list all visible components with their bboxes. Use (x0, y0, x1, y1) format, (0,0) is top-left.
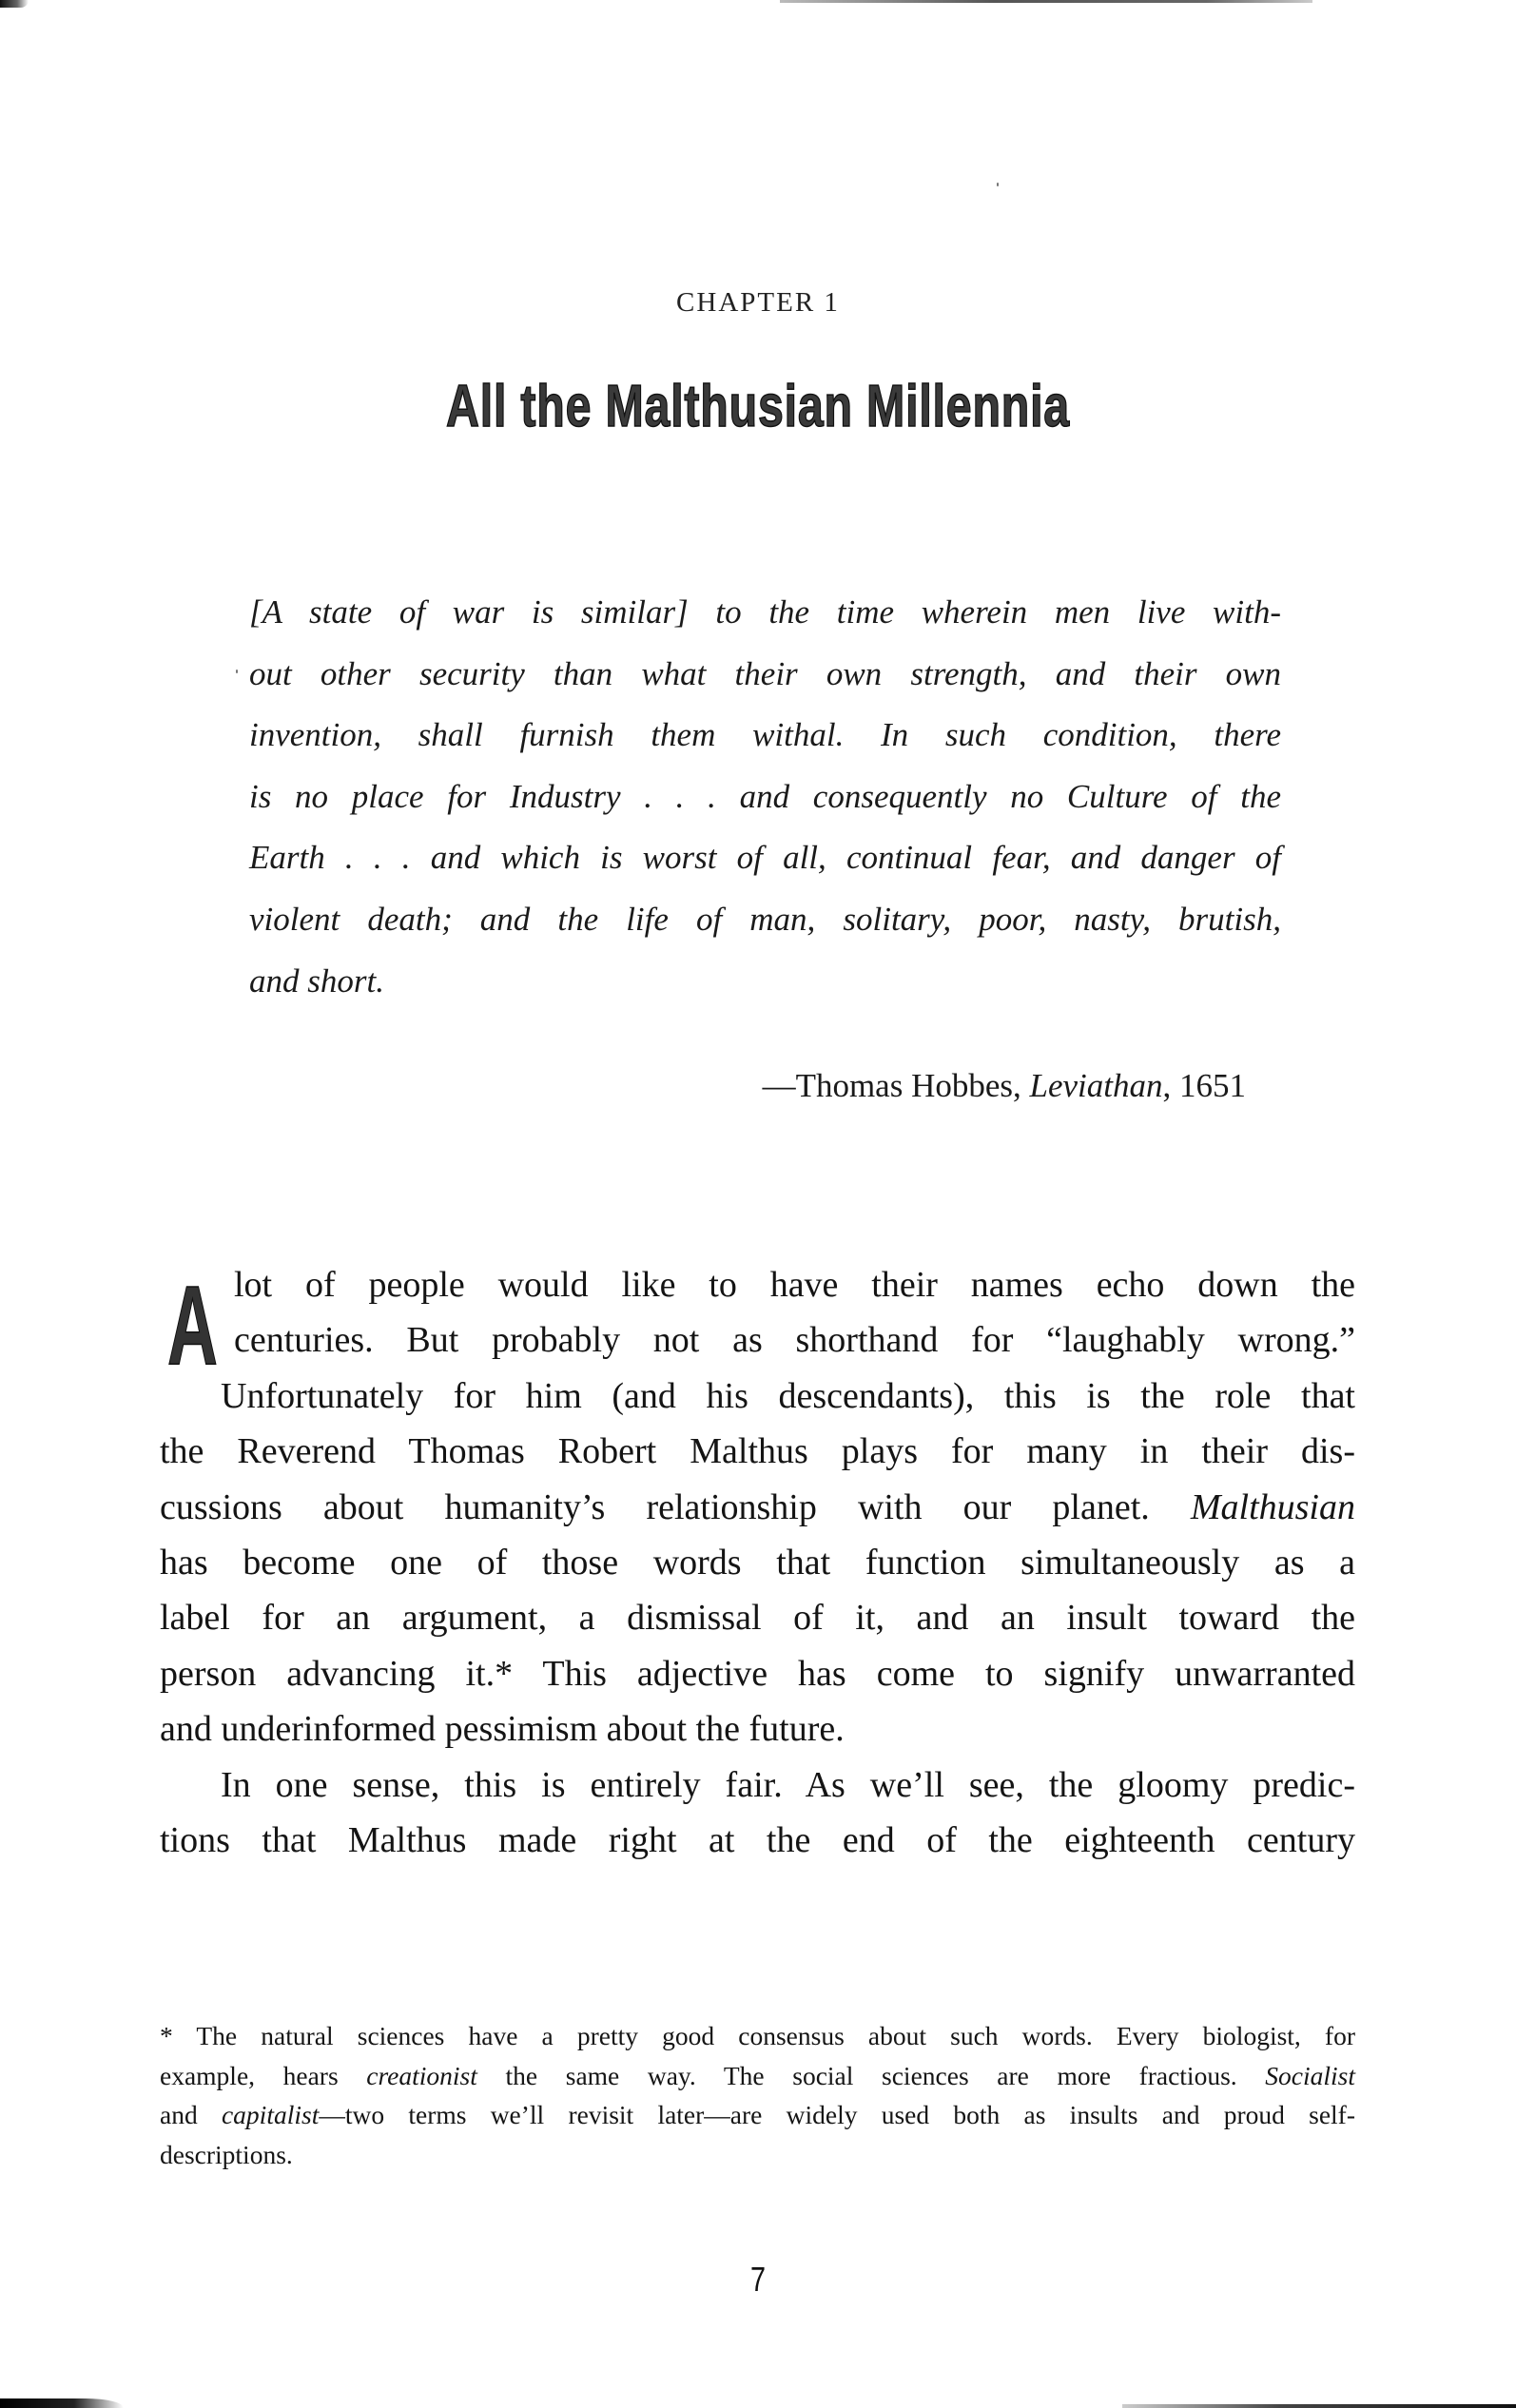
body-line: has become one of those words that function simultaneously as a (160, 1543, 1355, 1583)
epigraph-line: invention, shall furnish them withal. In such condition, there (249, 716, 1281, 754)
body-line: In one sense, this is entirely fair. As we’ll see, the gloomy predic- (221, 1764, 1355, 1805)
epigraph-line: is no place for Industry . . . and consequently no Culture of the (249, 777, 1281, 815)
body-line: Unfortunately for him (and his descendants), this is the role that (221, 1375, 1355, 1416)
footnote-text-span: example, hears (160, 2060, 367, 2090)
scan-edge-shadow (780, 0, 1312, 3)
footnote-line: descriptions. (160, 2139, 293, 2169)
attribution-year: , 1651 (1162, 1067, 1246, 1104)
epigraph-line: Earth . . . and which is worst of all, continual fear, and danger of (249, 839, 1281, 877)
scan-edge-shadow (1122, 2404, 1516, 2408)
footnote (160, 2016, 1355, 2174)
body-line: and underinformed pessimism about the future. (160, 1709, 845, 1750)
scan-speck (997, 183, 999, 186)
epigraph-attribution (0, 1067, 1246, 1105)
body-paragraphs (160, 1257, 1355, 1868)
footnote-line: * The natural sciences have a pretty good consensus about such words. Every biologist, for (160, 2021, 1355, 2050)
footnote-text-span: —two terms we’ll revisit later—are widely used both as insults and proud self- (319, 2100, 1355, 2129)
body-line: the Reverend Thomas Robert Malthus plays for many in their dis- (160, 1431, 1355, 1472)
footnote-line (160, 2095, 1355, 2135)
body-line: person advancing it.* This adjective has come to signify unwarranted (160, 1653, 1355, 1694)
epigraph-line: violent death; and the life of man, solitary, poor, nasty, brutish, (249, 900, 1281, 938)
epigraph-quote (249, 582, 1281, 1012)
footnote-text-span: and (160, 2100, 222, 2129)
emphasized-term: creationist (366, 2060, 477, 2090)
body-text-span: cussions about humanity’s relationship with our planet. (160, 1486, 1191, 1527)
emphasized-term: Socialist (1265, 2060, 1356, 2090)
footnote-text-span: the same way. The social sciences are more fractious. (476, 2060, 1266, 2090)
body-line: lot of people would like to have their names echo down the (234, 1265, 1355, 1305)
drop-cap: A (167, 1263, 218, 1388)
epigraph-line: [A state of war is similar] to the time wherein men live with- (249, 593, 1281, 631)
page-number: 7 (749, 2260, 767, 2299)
scan-edge-shadow (0, 2398, 124, 2408)
body-line (160, 1480, 1355, 1535)
body-line: centuries. But probably not as shorthand for “laughably wrong.” (234, 1320, 1355, 1361)
emphasized-term: Malthusian (1190, 1486, 1355, 1527)
scan-speck (236, 670, 238, 673)
footnote-line (160, 2056, 1355, 2096)
epigraph-line: out other security than what their own strength, and their own (249, 654, 1281, 692)
body-line: label for an argument, a dismissal of it, and an insult toward the (160, 1598, 1355, 1639)
body-line: tions that Malthus made right at the end of the eighteenth century (160, 1820, 1355, 1861)
scan-edge-shadow (0, 0, 29, 8)
chapter-title: All the Malthusian Millennia (446, 374, 1070, 439)
epigraph-line: and short. (249, 961, 384, 1000)
emphasized-term: capitalist (221, 2100, 320, 2129)
chapter-label: CHAPTER 1 (676, 287, 840, 318)
attribution-work: Leviathan (1029, 1067, 1163, 1104)
attribution-author: —Thomas Hobbes, (762, 1067, 1030, 1104)
